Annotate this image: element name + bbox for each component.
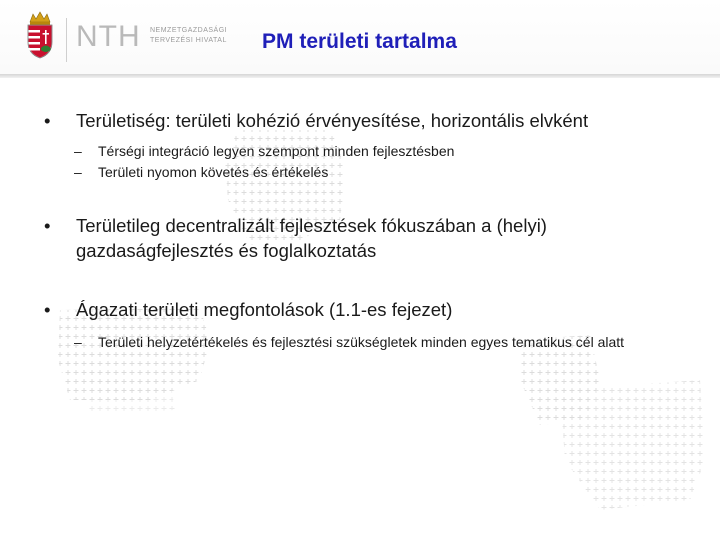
- dash-marker: –: [74, 143, 82, 159]
- slide-title: PM területi tartalma: [262, 30, 457, 53]
- sub-bullet-item: [42, 141, 682, 162]
- sub-bullet-item: [42, 162, 682, 183]
- header-divider: [0, 74, 720, 78]
- dash-marker: –: [74, 164, 82, 180]
- bullet-marker: •: [44, 110, 51, 131]
- slide-body: [42, 100, 682, 353]
- bullet-text: Területiség: területi kohézió érvényesítése, horizontális elvként: [76, 110, 589, 131]
- hungarian-crest-icon: [24, 10, 56, 60]
- bullet-text: Ágazati területi megfontolások (1.1-es fejezet): [76, 299, 453, 320]
- sub-bullet-item: [42, 332, 682, 353]
- logo-sub-line-1: NEMZETGAZDASÁGI: [150, 27, 228, 34]
- bullet-item: [42, 297, 682, 322]
- sub-bullet-text: Területi helyzetértékelés és fejlesztési szükségletek minden egyes tematikus cél alatt: [98, 334, 625, 350]
- bullet-marker: •: [44, 215, 51, 236]
- bullet-item: [42, 108, 682, 133]
- sub-bullet-text: Térségi integráció legyen szempont minden fejlesztésben: [98, 143, 455, 159]
- bullet-text: Területileg decentralizált fejlesztések fókuszában a (helyi) gazdaságfejlesztés és foglalkoztatás: [76, 215, 547, 261]
- logo-divider: [66, 18, 67, 62]
- bullet-marker: •: [44, 299, 51, 320]
- logo-sub-line-2: TERVEZÉSI HIVATAL: [150, 37, 227, 44]
- nth-logo-mark: NTH: [76, 20, 141, 53]
- dash-marker: –: [74, 334, 82, 350]
- slide-header: [0, 0, 720, 74]
- sub-bullet-text: Területi nyomon követés és értékelés: [98, 164, 329, 180]
- bullet-item: [42, 213, 682, 263]
- nth-logo-subtitle: [150, 26, 240, 46]
